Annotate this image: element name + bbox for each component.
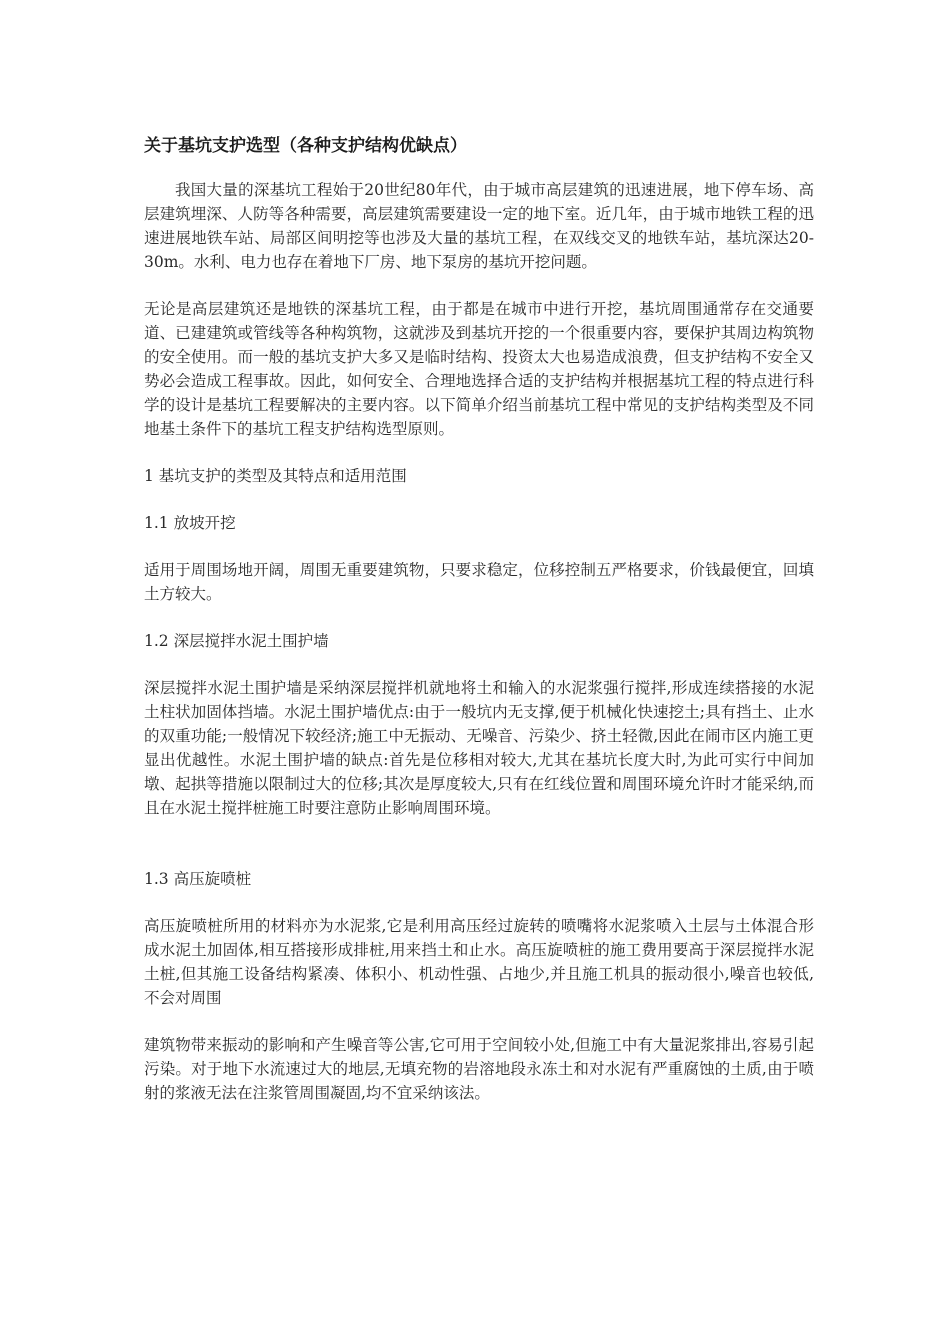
heading-section-1-3: 1.3 高压旋喷桩 [144,870,252,888]
heading-section-1-1: 1.1 放坡开挖 [144,514,236,532]
paragraph-section-1-2: 深层搅拌水泥土围护墙是采纳深层搅拌机就地将土和输入的水泥浆强行搅拌,形成连续搭接的水泥土柱状加固体挡墙。水泥土围护墙优点:由于一般坑内无支撑,便于机械化快速挖土;具有挡土、止水的双重功能;一般情况下较经济;施工中无振动、无噪音、污染少、挤土轻微,因此在闹市区内施工更显出优越性。水泥土围护墙的缺点:首先是位移相对较大,尤其在基坑长度大时,为此可实行中间加墩、起拱等措施以限制过大的位移;其次是厚度较大,只有在红线位置和周围环境允许时才能采纳,而且在水泥土搅拌桩施工时要注意防止影响周围环境。 [144,679,814,817]
paragraph-section-1-3-a: 高压旋喷桩所用的材料亦为水泥浆,它是利用高压经过旋转的喷嘴将水泥浆喷入土层与土体混合形成水泥土加固体,相互搭接形成排桩,用来挡土和止水。高压旋喷桩的施工费用要高于深层搅拌水泥土桩,但其施工设备结构紧凑、体积小、机动性强、占地少,并且施工机具的振动很小,噪音也较低,不会对周围 [144,917,814,1007]
paragraph-intro-1: 我国大量的深基坑工程始于20世纪80年代，由于城市高层建筑的迅速进展，地下停车场、高层建筑埋深、人防等各种需要，高层建筑需要建设一定的地下室。近几年，由于城市地铁工程的迅速进展地铁车站、局部区间明挖等也涉及大量的基坑工程，在双线交叉的地铁车站，基坑深达20-30m。水利、电力也存在着地下厂房、地下泵房的基坑开挖问题。 [144,181,814,271]
heading-section-1: 1 基坑支护的类型及其特点和适用范围 [144,467,407,485]
document-body [144,134,814,1128]
document-title: 关于基坑支护选型（各种支护结构优缺点） [144,136,467,156]
paragraph-intro-2: 无论是高层建筑还是地铁的深基坑工程，由于都是在城市中进行开挖，基坑周围通常存在交通要道、已建建筑或管线等各种构筑物，这就涉及到基坑开挖的一个很重要内容，要保护其周边构筑物的安全使用。而一般的基坑支护大多又是临时结构、投资太大也易造成浪费，但支护结构不安全又势必会造成工程事故。因此，如何安全、合理地选择合适的支护结构并根据基坑工程的特点进行科学的设计是基坑工程要解决的主要内容。以下简单介绍当前基坑工程中常见的支护结构类型及不同地基土条件下的基坑工程支护结构选型原则。 [144,300,814,438]
paragraph-section-1-3-b: 建筑物带来振动的影响和产生噪音等公害,它可用于空间较小处,但施工中有大量泥浆排出,容易引起污染。对于地下水流速过大的地层,无填充物的岩溶地段永冻土和对水泥有严重腐蚀的土质,由于喷射的浆液无法在注浆管周围凝固,均不宜采纳该法。 [144,1036,814,1102]
paragraph-section-1-1: 适用于周围场地开阔，周围无重要建筑物，只要求稳定，位移控制五严格要求，价钱最便宜，回填土方较大。 [144,561,814,603]
heading-section-1-2: 1.2 深层搅拌水泥土围护墙 [144,632,329,650]
